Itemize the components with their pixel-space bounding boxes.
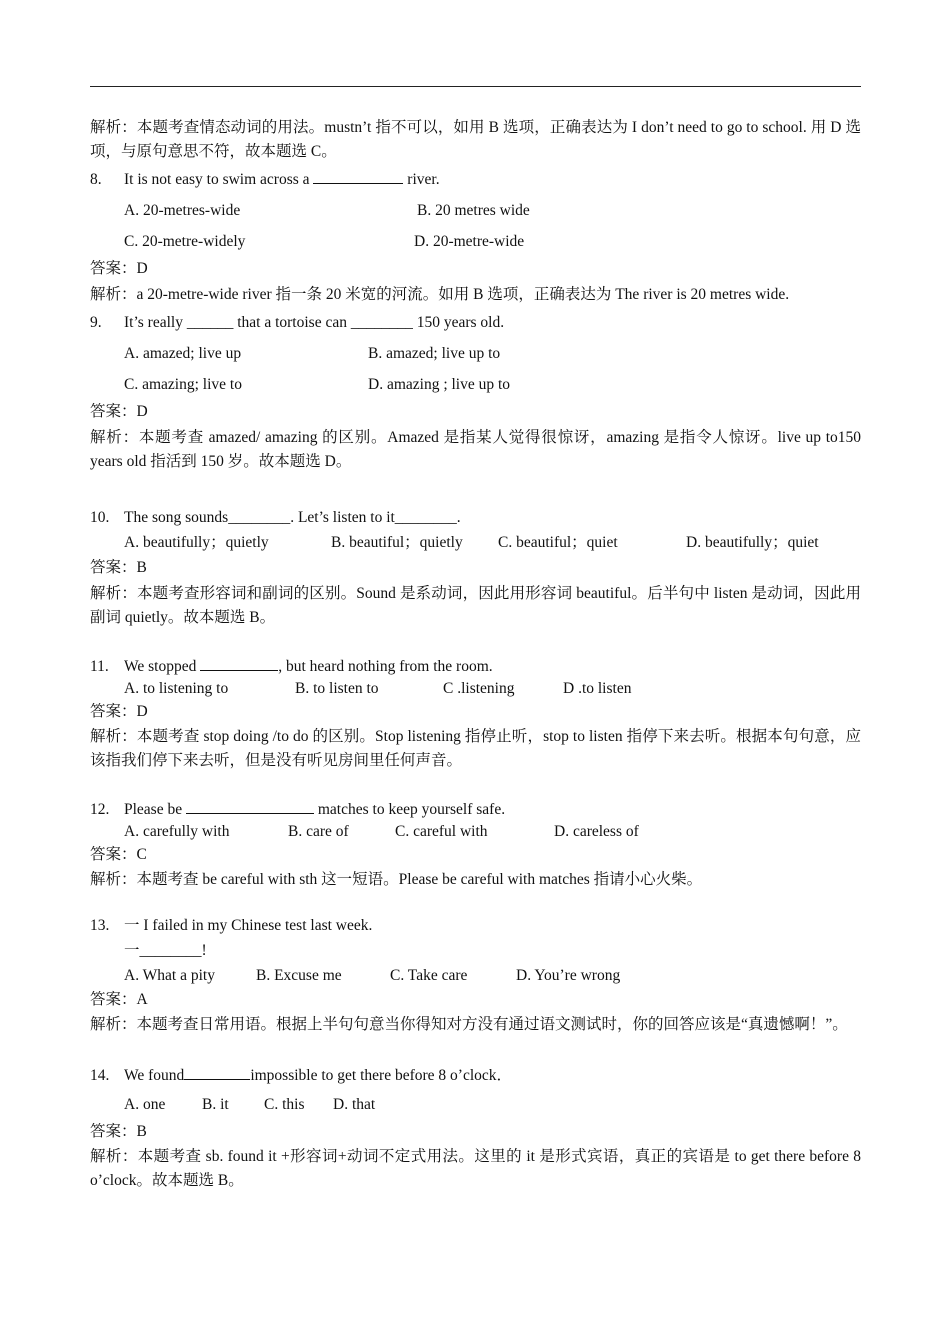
answer-8: 答案：D bbox=[90, 260, 148, 277]
options-8 bbox=[90, 199, 861, 230]
analysis-9: 解析：本题考查 amazed/ amazing 的区别。Amazed 是指某人觉得很惊讶，amazing 是指令人惊讶。live up to150 years old 指活到 150 岁。故本题选 D。 bbox=[90, 429, 861, 470]
question-12 bbox=[90, 798, 861, 822]
option-a: A. to listening to bbox=[124, 680, 229, 697]
options-9 bbox=[90, 342, 861, 373]
analysis-10: 解析：本题考查形容词和副词的区别。Sound 是系动词，因此用形容词 beautiful。后半句中 listen 是动词，因此用副词 quietly。故本题选 B。 bbox=[90, 585, 861, 626]
blank bbox=[184, 1064, 250, 1080]
option-a: A. beautifully；quietly bbox=[124, 534, 269, 551]
answer-12: 答案：C bbox=[90, 846, 147, 863]
analysis-7: 解析：本题考查情态动词的用法。mustn’t 指不可以，如用 B 选项，正确表达为 I don’t need to go to school. 用 D 选项，与原句意思不符，故本题选 C。 bbox=[90, 119, 861, 160]
question-text: We found impossible to get there before 8 o’clock． bbox=[124, 1064, 512, 1088]
options-11 bbox=[90, 677, 861, 701]
analysis-14: 解析：本题考查 sb. found it +形容词+动词不定式用法。这里的 it 是形式宾语，真正的宾语是 to get there before 8 o’clock。故本题选 B。 bbox=[90, 1148, 861, 1189]
question-10 bbox=[90, 506, 861, 530]
question-number: 12. bbox=[90, 801, 110, 818]
question-14 bbox=[90, 1064, 861, 1088]
analysis-11: 解析：本题考查 stop doing /to do 的区别。Stop listening 指停止听，stop to listen 指停下来去听。根据本句句意，应该指我们停下来去听，但是没有听见房间里任何声音。 bbox=[90, 728, 861, 769]
blank bbox=[186, 798, 314, 814]
header-rule bbox=[90, 86, 861, 87]
option-c: C. this bbox=[264, 1096, 305, 1113]
option-b: B. to listen to bbox=[295, 680, 379, 697]
answer-14: 答案：B bbox=[90, 1123, 147, 1140]
option-a: A. carefully with bbox=[124, 823, 230, 840]
option-d: D. You’re wrong bbox=[516, 967, 621, 984]
option-c: C. 20-metre-widely bbox=[124, 233, 246, 250]
option-b: B. it bbox=[202, 1096, 229, 1113]
options-10 bbox=[90, 531, 861, 555]
option-d: D. 20-metre-wide bbox=[414, 233, 525, 250]
blank bbox=[200, 655, 278, 671]
question-number: 9. bbox=[90, 314, 102, 331]
option-a: A. What a pity bbox=[124, 967, 215, 984]
question-number: 10. bbox=[90, 509, 110, 526]
answer-11: 答案：D bbox=[90, 703, 148, 720]
analysis-13: 解析：本题考查日常用语。根据上半句句意当你得知对方没有通过语文测试时，你的回答应该是“真遗憾啊！”。 bbox=[90, 1016, 848, 1033]
option-d: D. that bbox=[333, 1096, 376, 1113]
option-d: D. careless of bbox=[554, 823, 639, 840]
question-number: 14. bbox=[90, 1067, 110, 1084]
options-9b bbox=[90, 373, 861, 404]
answer-13: 答案：A bbox=[90, 991, 148, 1008]
blank bbox=[313, 168, 403, 184]
option-d: D .to listen bbox=[563, 680, 632, 697]
question-11 bbox=[90, 655, 861, 679]
document-body bbox=[90, 116, 861, 1193]
option-b: B. beautiful；quietly bbox=[331, 534, 463, 551]
option-c: C. careful with bbox=[395, 823, 488, 840]
question-number: 8. bbox=[90, 171, 102, 188]
option-b: B. 20 metres wide bbox=[417, 202, 530, 219]
option-a: A. one bbox=[124, 1096, 166, 1113]
option-b: B. amazed; live up to bbox=[368, 345, 501, 362]
options-14 bbox=[90, 1093, 861, 1117]
question-13 bbox=[90, 914, 861, 938]
question-number: 13. bbox=[90, 917, 110, 934]
option-c: C. Take care bbox=[390, 967, 468, 984]
question-9 bbox=[90, 311, 861, 335]
question-text: We stopped , but heard nothing from the room. bbox=[124, 655, 493, 679]
option-a: A. amazed; live up bbox=[124, 345, 242, 362]
question-8 bbox=[90, 168, 861, 192]
options-12 bbox=[90, 820, 861, 844]
question-text: 一 I failed in my Chinese test last week. bbox=[124, 917, 373, 934]
option-b: B. Excuse me bbox=[256, 967, 342, 984]
analysis-8: 解析：a 20-metre-wide river 指一条 20 米宽的河流。如用 B 选项，正确表达为 The river is 20 metres wide. bbox=[90, 286, 790, 303]
question-number: 11. bbox=[90, 658, 109, 675]
answer-10: 答案：B bbox=[90, 559, 147, 576]
option-a: A. 20-metres-wide bbox=[124, 202, 241, 219]
options-8b bbox=[90, 230, 861, 261]
options-13 bbox=[90, 964, 861, 988]
option-c: C. amazing; live to bbox=[124, 376, 242, 393]
question-text: It is not easy to swim across a river. bbox=[124, 168, 440, 192]
option-c: C. beautiful；quiet bbox=[498, 534, 618, 551]
analysis-12: 解析：本题考查 be careful with sth 这一短语。Please be careful with matches 指请小心火柴。 bbox=[90, 871, 703, 888]
question-text: It’s really ______ that a tortoise can ________ 150 years old. bbox=[124, 314, 505, 331]
question-text: Please be matches to keep yourself safe. bbox=[124, 798, 505, 822]
question-13-reply: 一________! bbox=[124, 942, 207, 959]
option-d: D. amazing ; live up to bbox=[368, 376, 511, 393]
option-d: D. beautifully；quiet bbox=[686, 534, 819, 551]
answer-9: 答案：D bbox=[90, 403, 148, 420]
question-text: The song sounds________. Let’s listen to it________. bbox=[124, 509, 461, 526]
option-c: C .listening bbox=[443, 680, 515, 697]
option-b: B. care of bbox=[288, 823, 349, 840]
